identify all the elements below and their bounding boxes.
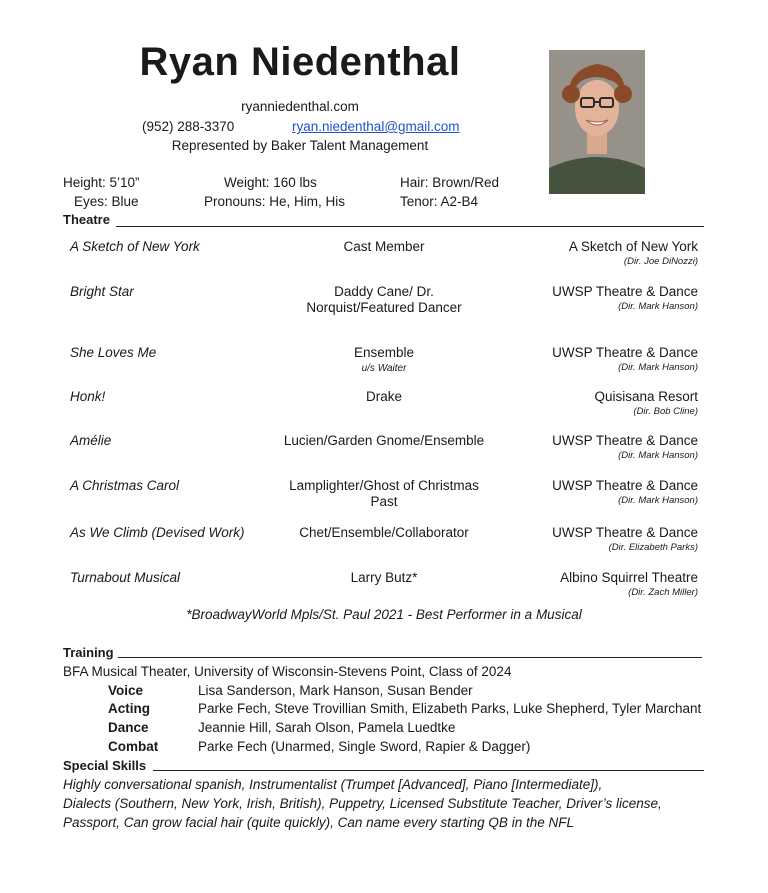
credit-venue: UWSP Theatre & Dance	[552, 284, 698, 299]
training-label-voice: Voice	[108, 683, 144, 698]
training-value-voice: Lisa Sanderson, Mark Hanson, Susan Bender	[198, 683, 473, 698]
website: ryanniedenthal.com	[241, 99, 359, 114]
credit-show: As We Climb (Devised Work)	[70, 525, 245, 540]
credit-show: Bright Star	[70, 284, 134, 299]
credit-director: (Dir. Mark Hanson)	[618, 450, 698, 461]
email-link[interactable]: ryan.niedenthal@gmail.com	[292, 119, 460, 134]
credit-venue: UWSP Theatre & Dance	[552, 525, 698, 540]
credit-director: (Dir. Joe DiNozzi)	[623, 256, 698, 267]
credit-show: Amélie	[70, 433, 112, 448]
training-rule	[118, 657, 702, 658]
training-heading: Training	[63, 645, 114, 660]
credit-venue: Albino Squirrel Theatre	[560, 570, 698, 585]
credit-role: Daddy Cane/ Dr. Norquist/Featured Dancer	[306, 284, 462, 315]
training-label-combat: Combat	[108, 739, 159, 754]
phone-number: (952) 288-3370	[142, 119, 235, 134]
credit-show: Honk!	[70, 389, 106, 404]
resume-name: Ryan Niedenthal	[139, 40, 461, 84]
credit-role: Lucien/Garden Gnome/Ensemble	[283, 433, 485, 448]
skills-heading: Special Skills	[63, 758, 147, 773]
credit-role: Lamplighter/Ghost of Christmas Past	[289, 478, 479, 509]
credit-director: (Dir. Elizabeth Parks)	[608, 542, 698, 553]
credit-director: (Dir. Mark Hanson)	[618, 301, 698, 312]
credit-director: (Dir. Zach Miller)	[628, 587, 698, 598]
credit-role: Cast Member	[343, 239, 425, 254]
headshot-illustration	[549, 50, 645, 194]
stat-height: Height: 5’10”	[63, 175, 140, 190]
credit-director: (Dir. Mark Hanson)	[618, 362, 698, 373]
credit-venue: UWSP Theatre & Dance	[552, 478, 698, 493]
credit-role: Drake	[365, 389, 402, 404]
credit-venue: UWSP Theatre & Dance	[552, 433, 698, 448]
stat-eyes: Eyes: Blue	[74, 194, 139, 209]
stat-voice-range: Tenor: A2-B4	[400, 194, 479, 209]
skills-line: Highly conversational spanish, Instrumentalist (Trumpet [Advanced], Piano [Intermediate]),	[63, 777, 603, 792]
credit-director: (Dir. Mark Hanson)	[618, 495, 698, 506]
credit-venue: Quisisana Resort	[594, 389, 698, 404]
credit-role-understudy: u/s Waiter	[361, 363, 407, 374]
credit-show: A Sketch of New York	[70, 239, 200, 254]
training-value-acting: Parke Fech, Steve Trovillian Smith, Elizabeth Parks, Luke Shepherd, Tyler Marchant	[198, 701, 702, 716]
skills-line: Dialects (Southern, New York, Irish, British), Puppetry, Licensed Substitute Teacher, Driver’s license,	[63, 796, 662, 811]
credit-director: (Dir. Bob Cline)	[633, 406, 698, 417]
skills-rule	[153, 770, 704, 771]
credit-show: Turnabout Musical	[70, 570, 181, 585]
training-value-dance: Jeannie Hill, Sarah Olson, Pamela Luedtke	[198, 720, 456, 735]
training-degree: BFA Musical Theater, University of Wisconsin-Stevens Point, Class of 2024	[63, 664, 512, 679]
credit-role: Larry Butz*	[350, 570, 418, 585]
credit-show: A Christmas Carol	[70, 478, 180, 493]
training-value-combat: Parke Fech (Unarmed, Single Sword, Rapier & Dagger)	[198, 739, 531, 754]
headshot-photo	[549, 50, 645, 194]
credit-role: Chet/Ensemble/Collaborator	[299, 525, 469, 540]
representation: Represented by Baker Talent Management	[171, 138, 429, 153]
award-note: *BroadwayWorld Mpls/St. Paul 2021 - Best Performer in a Musical	[186, 607, 582, 622]
training-label-acting: Acting	[108, 701, 150, 716]
stat-pronouns: Pronouns: He, Him, His	[204, 194, 346, 209]
credit-role: Ensemble	[353, 345, 415, 360]
theatre-heading: Theatre	[63, 212, 110, 227]
skills-line: Passport, Can grow facial hair (quite quickly), Can name every starting QB in the NFL	[63, 815, 574, 830]
training-label-dance: Dance	[108, 720, 149, 735]
credit-venue: A Sketch of New York	[568, 239, 698, 254]
stat-weight: Weight: 160 lbs	[224, 175, 317, 190]
stat-hair: Hair: Brown/Red	[400, 175, 500, 190]
theatre-rule	[116, 226, 704, 227]
credit-venue: UWSP Theatre & Dance	[552, 345, 698, 360]
credit-show: She Loves Me	[70, 345, 157, 360]
